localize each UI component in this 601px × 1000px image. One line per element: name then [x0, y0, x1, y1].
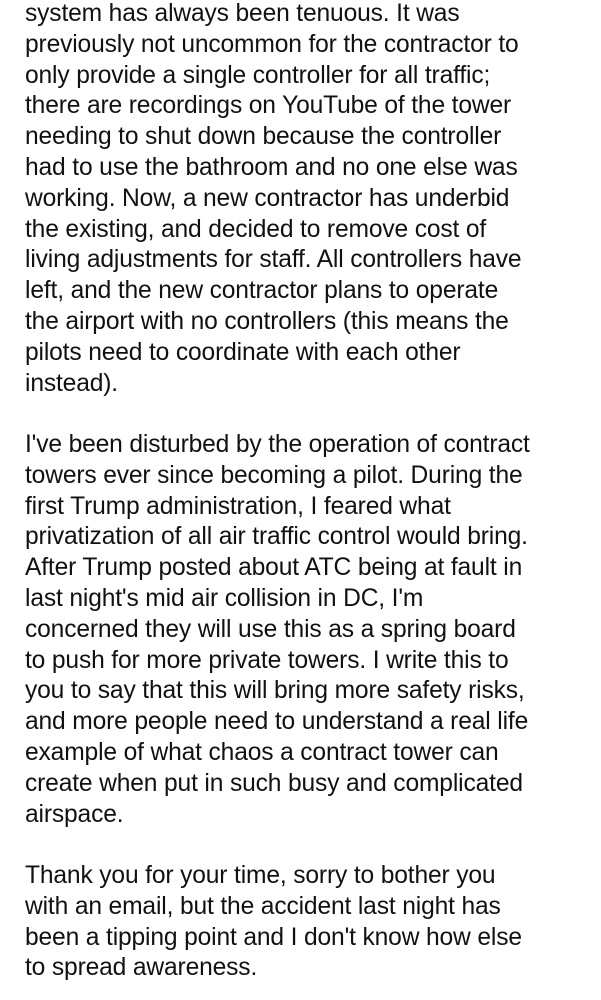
text-line: Thank you for your time, sorry to bother you [25, 862, 496, 889]
text-line: I've been disturbed by the operation of contract [25, 431, 530, 458]
text-line: to spread awareness. [25, 954, 258, 982]
text-line: After Trump posted about ATC being at fault in [25, 554, 523, 582]
text-line: the existing, and decided to remove cost of [25, 215, 487, 243]
text-line: concerned they will use this as a spring board [25, 615, 516, 643]
text-line: create when put in such busy and complicated [25, 769, 523, 797]
text-line: and more people need to understand a real life [25, 708, 529, 736]
text-line: to push for more private towers. I write this to [25, 646, 509, 674]
text-line: the airport with no controllers (this means the [25, 307, 509, 335]
text-line: instead). [25, 369, 118, 397]
text-line: airspace. [25, 800, 124, 828]
text-line: last night's mid air collision in DC, I'm [25, 584, 424, 612]
text-line: privatization of all air traffic control would bring. [25, 523, 528, 551]
paragraph-contractor-history [25, 0, 601, 399]
text-line: first Trump administration, I feared what [25, 492, 451, 520]
text-line: left, and the new contractor plans to operate [25, 277, 499, 305]
text-line: you to say that this will bring more safety risks, [25, 677, 525, 705]
paragraph-closing [25, 861, 601, 984]
text-line: only provide a single controller for all traffic; [25, 61, 491, 89]
text-line: with an email, but the accident last night has [25, 892, 501, 920]
text-line: been a tipping point and I don't know how else [25, 923, 522, 951]
text-line: had to use the bathroom and no one else was [25, 153, 518, 181]
paragraph-privatization-concern [25, 430, 601, 830]
text-line: there are recordings on YouTube of the tower [25, 92, 512, 120]
text-line: towers ever since becoming a pilot. During the [25, 461, 523, 489]
text-line: working. Now, a new contractor has underbid [25, 184, 510, 212]
text-line: pilots need to coordinate with each other [25, 338, 461, 366]
text-line: example of what chaos a contract tower can [25, 738, 499, 766]
text-line: system has always been tenuous. It was [25, 0, 460, 27]
text-line: needing to shut down because the controller [25, 123, 502, 151]
text-line: living adjustments for staff. All controllers have [25, 246, 522, 274]
text-line: previously not uncommon for the contractor to [25, 30, 519, 58]
